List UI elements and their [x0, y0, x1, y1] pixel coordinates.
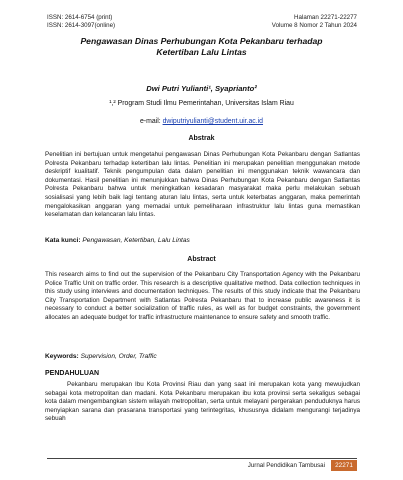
kata-kunci-label: Kata kunci: — [45, 237, 81, 244]
keywords-values: Supervision, Order, Traffic — [80, 353, 157, 360]
abstrak-heading: Abstrak — [188, 135, 215, 142]
pendahuluan-heading: PENDAHULUAN — [45, 370, 100, 377]
abstract-body: This research aims to find out the supervision of the Pekanbaru City Transportation Agency with the Pekanbaru Police Traffic Unit on traffic order. This research is a descriptive qualitative method. Data collection techniques in this study using interviews and documentation techniques. The results of this study indicate that the Pekanbaru City Transportation Department with Satlantas Polresta Pekanbaru that to increase public awareness it is necessary to conduct a better socialization of traffic rules, as well as for budget constraints, the government allocates an adequate budget for traffic infrastructure maintenance to ensure safety and smooth traffic. — [45, 271, 360, 321]
abstrak-body: Penelitian ini bertujuan untuk mengetahui pengawasan Dinas Perhubungan Kota Pekanbaru dengan Satlantas Polresta Pekanbaru terhadap ketertiban lalu lintas. Penelitian ini merupakan penelitian menggunakan metode deskriptif kualitatif. Teknik pengumpulan data dalam penelitian ini menggunakan teknik wawancara dan dokumentasi. Hasil penelitian ini menunjukkan bahwa Dinas Perhubungan Kota Pekanbaru dengan Satlantas Polresta Pekanbaru bahwa untuk meningkatkan kesadaran masyarakat maka perlu melakukan sebuah sosialisasi yang lebih baik lagi tentang aturan lalu lintas, serta untuk keterbatas anggaran, maka pemerintah mengalokasikan anggaran yang memadai untuk pemeliharaan infrastruktur lalu lintas guna memastikan keselamatan dan kelancaran lalu lintas. — [45, 151, 360, 219]
kata-kunci-values: Pengawasan, Ketertiban, Lalu Lintas — [82, 237, 190, 244]
pendahuluan-body: Pekanbaru merupakan Ibu Kota Provinsi Riau dan yang saat ini merupakan kota yang mewujudkan sebagai kota metropolitan dan madani. Kota Pekanbaru merupakan ibu kota provinsi serta sekaligus sebagai kota dalam mengembangkan sistem wilayah metropolitan, serta untuk melayani pergerakan penduduknya harus menyiapkan sarana dan prasarana transportasi yang terintegritas, khususnya didalam mengurangi terjadinya sebuah — [45, 381, 360, 423]
journal-name: Jurnal Pendidikan Tambusai — [247, 462, 325, 469]
page-number-badge: 22271 — [331, 460, 357, 471]
abstract-heading: Abstract — [187, 256, 216, 263]
page-range: Halaman 22271-22277 — [294, 14, 357, 21]
volume-block — [272, 14, 357, 30]
footer-divider — [47, 458, 357, 459]
title-line-2: Ketertiban Lalu Lintas — [156, 47, 247, 57]
keywords — [45, 353, 360, 360]
email-link[interactable]: dwiputriyulianti@student.uir.ac.id — [162, 118, 264, 125]
title-line-1: Pengawasan Dinas Perhubungan Kota Pekanbaru terhadap — [80, 36, 323, 46]
affiliation: ¹,² Program Studi Ilmu Pemerintahan, Universitas Islam Riau — [109, 100, 294, 107]
issn-block — [47, 14, 115, 30]
issn-online: ISSN: 2614-3097(online) — [47, 22, 116, 29]
issn-print: ISSN: 2614-6754 (print) — [47, 14, 113, 21]
email-label: e-mail: — [139, 118, 163, 125]
keywords-label: Keywords: — [45, 353, 79, 360]
email-line — [40, 118, 363, 125]
authors: Dwi Putri Yulianti¹, Syaprianto² — [146, 84, 257, 93]
paper-title — [40, 36, 363, 58]
kata-kunci — [45, 237, 360, 244]
volume-info: Volume 8 Nomor 2 Tahun 2024 — [271, 22, 357, 29]
